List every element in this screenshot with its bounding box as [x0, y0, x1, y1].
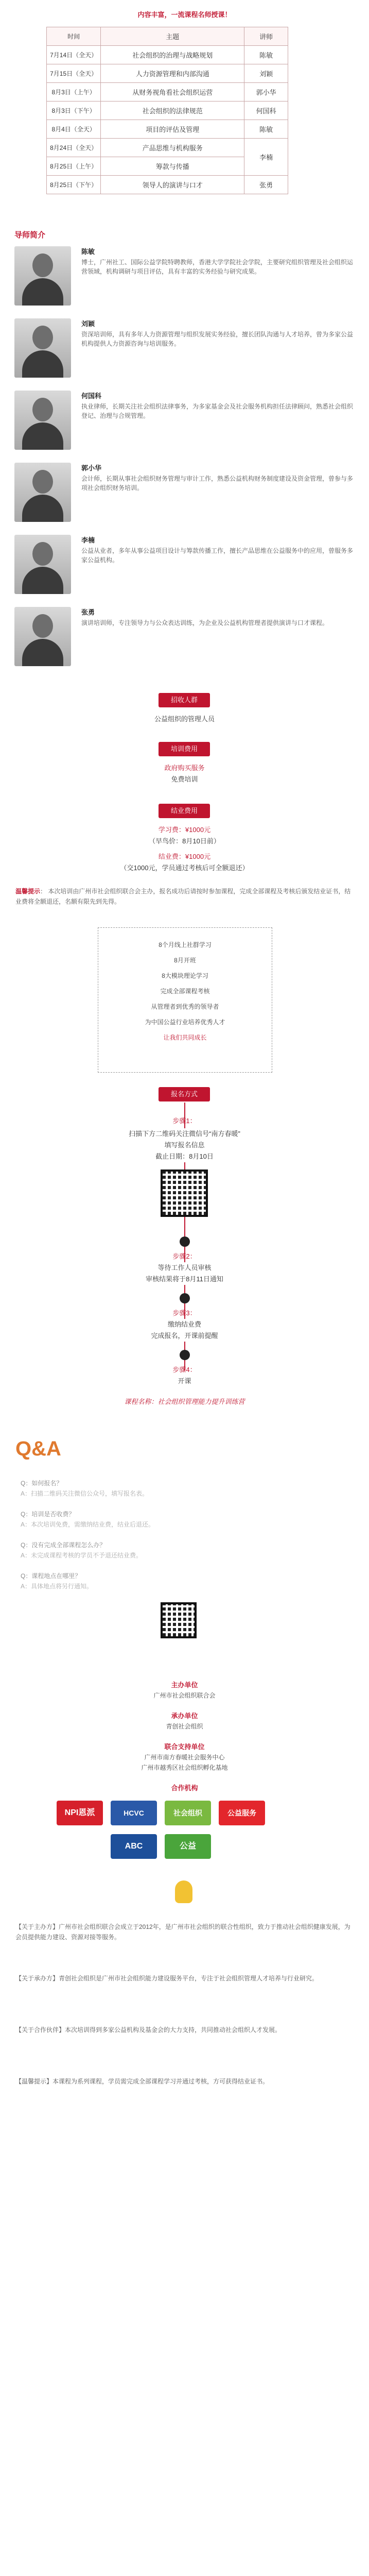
- lecturer-bio: 会计师，长期从事社会组织财务管理与审计工作，熟悉公益机构财务制度建设及资金管理，曾参与多项社会组织财务培训。: [81, 475, 354, 492]
- schedule-lecturer: 刘颖: [244, 64, 288, 83]
- lecturer-photo: [14, 391, 71, 450]
- partner-logo: ABC: [111, 1834, 157, 1859]
- step1-label: 步骤1：: [172, 1117, 197, 1125]
- flow-line-text: 从管理者到优秀的领导者: [151, 1003, 219, 1010]
- schedule-time: 8月3日（下午）: [47, 101, 101, 120]
- schedule-topic: 社会组织的治理与战略规划: [101, 46, 244, 64]
- qa-question: Q：没有完成全部课程怎么办？: [21, 1541, 106, 1549]
- step4-label: 步骤4：: [172, 1366, 197, 1374]
- partner-logo: 公益: [165, 1834, 211, 1859]
- lecturer-name: 张勇: [81, 608, 95, 616]
- partner-logo: 社会组织: [165, 1801, 211, 1825]
- undertake-name: 青创社会组织: [166, 1723, 203, 1730]
- schedule-lecturer: 陈敏: [244, 120, 288, 139]
- schedule-time: 8月25日（上午）: [47, 157, 101, 176]
- table-row: [47, 83, 288, 101]
- about-host: 【关于主办方】广州市社会组织联合会成立于2012年，是广州市社会组织的联合性组织，致力于推动社会组织健康发展，为会员提供能力建设、资源对接等服务。: [15, 1923, 350, 1941]
- logos-title: 合作机构: [171, 1784, 198, 1792]
- step2-sub: 审核结果将于8月11日通知: [0, 1274, 369, 1285]
- fees-line3: 结业费：¥1000元: [158, 853, 211, 860]
- step2-label: 步骤2：: [172, 1252, 197, 1260]
- qa-answer: A：本次培训免费，需缴纳结业费，结业后退还。: [21, 1521, 155, 1528]
- step1-date: 截止日期：8月10日: [0, 1151, 369, 1162]
- schedule-table: [46, 27, 288, 194]
- lecturer-photo: [14, 246, 71, 306]
- lecturer-bio: 执业律师，长期关注社会组织法律事务，为多家基金会及社会服务机构担任法律顾问，熟悉社会组织登记、治理与合规管理。: [81, 403, 354, 419]
- table-row: [47, 176, 288, 194]
- flow-line-text: 完成全部课程考核: [160, 988, 210, 995]
- schedule-topic: 社会组织的法律规范: [101, 101, 244, 120]
- table-row: [47, 64, 288, 83]
- step2-text: 等待工作人员审核: [0, 1262, 369, 1274]
- note: 温馨提示： 本次培训由广州市社会组织联合会主办，报名成功后请按时参加课程，完成全部课程及考核后颁发结业证书，结业费将全额退还，名额有限先到先得。: [15, 888, 351, 905]
- fees-line2: （早鸟价：8月10日前）: [149, 837, 220, 845]
- schedule-lecturer: 陈敏: [244, 46, 288, 64]
- schedule-time: 8月25日（下午）: [47, 176, 101, 194]
- table-row: [47, 120, 288, 139]
- lecturer-name: 何国科: [81, 392, 102, 400]
- schedule-time: 8月3日（上午）: [47, 83, 101, 101]
- partner-name: 广州市南方春暖社会服务中心: [144, 1754, 225, 1761]
- schedule-topic: 从财务视角看社会组织运营: [101, 83, 244, 101]
- lecturer-bio: 公益从业者，多年从事公益项目设计与筹款传播工作，擅长产品思维在公益服务中的应用，曾服务多家公益机构。: [81, 547, 354, 564]
- schedule-lecturer: 何国科: [244, 101, 288, 120]
- flow-line-text: 为中国公益行业培养优秀人才: [145, 1019, 225, 1026]
- lecturer-bio: 博士，广州社工、国际公益学院特聘教师，香港大学学院社会学院，主要研究组织管理及社会组织运营领域，机构调研与项目评估，具有丰富的实务经验与研究成果。: [81, 259, 354, 275]
- bulb-icon: [175, 1880, 192, 1903]
- schedule-time: 7月15日（全天）: [47, 64, 101, 83]
- flow-line-text: 8月开班: [174, 957, 196, 964]
- qa-answer: A：未完成课程考核的学员不予退还结业费。: [21, 1552, 143, 1559]
- qa-answer: A：扫描二维码关注微信公众号，填写报名表。: [21, 1490, 149, 1497]
- flow-sign: 课程名称：社会组织管理能力提升训练营: [124, 1398, 245, 1405]
- schedule-topic: 领导人的演讲与口才: [101, 176, 244, 194]
- partner-name: 广州市越秀区社会组织孵化基地: [141, 1764, 228, 1771]
- flow-box: [98, 927, 272, 1073]
- about-tip: 【温馨提示】本课程为系列课程，学员需完成全部课程学习并通过考核，方可获得结业证书。: [15, 2078, 269, 2085]
- step1-text: 扫描下方二维码关注微信号“南方春暖”: [0, 1128, 369, 1140]
- partner-logo: NPI恩派: [57, 1801, 103, 1825]
- signup-qr-code[interactable]: [161, 1170, 208, 1217]
- lecturer-photo: [14, 463, 71, 522]
- table-row: [47, 101, 288, 120]
- step1-sub: 填写报名信息: [0, 1140, 369, 1151]
- lecturer-photo: [14, 318, 71, 378]
- partners-label: 联合支持单位: [164, 1743, 205, 1751]
- lecturer-name: 陈敏: [81, 248, 95, 256]
- schedule-topic: 筹款与传播: [101, 157, 244, 176]
- schedule-topic: 人力资源管理和内部沟通: [101, 64, 244, 83]
- undertake-label: 承办单位: [171, 1712, 198, 1720]
- lecturer-bio: 演讲培训师，专注领导力与公众表达训练，为企业及公益机构管理者提供演讲与口才课程。: [81, 619, 329, 626]
- qa-title: Q&A: [15, 1437, 61, 1460]
- top-banner: 内容丰富，一流课程名师授课！: [137, 11, 232, 19]
- fees-line1: 学习费：¥1000元: [158, 826, 211, 834]
- about-undertake: 【关于承办方】青创社会组织是广州市社会组织能力建设服务平台，专注于社会组织管理人才培养与行业研究。: [15, 1975, 319, 1982]
- flow-line-text: 8大模块理论学习: [162, 972, 208, 979]
- about-partners: 【关于合作伙伴】本次培训得到多家公益机构及基金会的大力支持，共同推动社会组织人才发展。: [15, 2026, 282, 2033]
- step-dot: [180, 1293, 190, 1303]
- schedule-lecturer: 郭小华: [244, 83, 288, 101]
- host-name: 广州市社会组织联合会: [153, 1692, 216, 1699]
- schedule-time: 8月4日（全天）: [47, 120, 101, 139]
- lecturer-name: 刘颖: [81, 320, 95, 328]
- schedule-time: 8月24日（全天）: [47, 139, 101, 157]
- step3-text: 缴纳结业费: [0, 1319, 369, 1330]
- subsidy-line2: 免费培训: [171, 775, 198, 783]
- fees-line4: （交1000元，学员通过考核后可全额退还）: [120, 864, 249, 872]
- column-header-topic: 主题: [101, 27, 244, 46]
- note-label: 温馨提示: [15, 888, 41, 895]
- table-row: [47, 139, 288, 157]
- schedule-time: 7月14日（全天）: [47, 46, 101, 64]
- partner-logo: 公益服务: [219, 1801, 265, 1825]
- lecturer-name: 李楠: [81, 536, 95, 544]
- step-dot: [180, 1350, 190, 1360]
- qa-answer: A：具体地点将另行通知。: [21, 1583, 93, 1590]
- admission-text: 公益组织的管理人员: [154, 715, 215, 723]
- signup-pill: 报名方式: [159, 1087, 210, 1101]
- schedule-topic: 产品思维与机构服务: [101, 139, 244, 157]
- qa-question: Q：课程地点在哪里？: [21, 1572, 81, 1580]
- lecturer-name: 郭小华: [81, 464, 102, 472]
- step-dot: [180, 1236, 190, 1247]
- flow-box-lines: [98, 937, 272, 1045]
- table-row: [47, 46, 288, 64]
- flow-line-text: 让我们共同成长: [163, 1034, 207, 1041]
- lecturer-bio: 资深培训师，具有多年人力资源管理与组织发展实务经验，擅长团队沟通与人才培养，曾为多家公益机构提供人力资源咨询与培训服务。: [81, 331, 354, 347]
- partner-logo: HCVC: [111, 1801, 157, 1825]
- note-text: 本次培训由广州市社会组织联合会主办，报名成功后请按时参加课程，完成全部课程及考核后颁发结业证书，结业费将全额退还，名额有限先到先得。: [15, 888, 351, 905]
- lecturers-title: 导师简介: [14, 231, 46, 240]
- qa-question: Q：培训是否收费？: [21, 1511, 75, 1518]
- step3-label: 步骤3：: [172, 1309, 197, 1317]
- step3-sub: 完成报名，开课前提醒: [0, 1330, 369, 1342]
- host-label: 主办单位: [171, 1681, 198, 1689]
- lecturer-photo: [14, 607, 71, 666]
- column-header-lecturer: 讲师: [244, 27, 288, 46]
- schedule-lecturer: 张勇: [244, 176, 288, 194]
- flow-line-text: 8个月线上社群学习: [159, 941, 212, 948]
- schedule-topic: 项目的评估及管理: [101, 120, 244, 139]
- step4-text: 开课: [0, 1376, 369, 1387]
- subsidy-line1: 政府购买服务: [164, 764, 205, 772]
- qa-qr-code[interactable]: [161, 1602, 197, 1638]
- schedule-lecturer: 李楠: [244, 139, 288, 176]
- lecturer-photo: [14, 535, 71, 594]
- qa-question: Q：如何报名？: [21, 1480, 63, 1487]
- schedule-header-row: [47, 27, 288, 46]
- column-header-time: 时间: [47, 27, 101, 46]
- subsidy-pill: 培训费用: [159, 742, 210, 756]
- admission-pill: 招收人群: [159, 693, 210, 707]
- fees-pill: 结业费用: [159, 804, 210, 818]
